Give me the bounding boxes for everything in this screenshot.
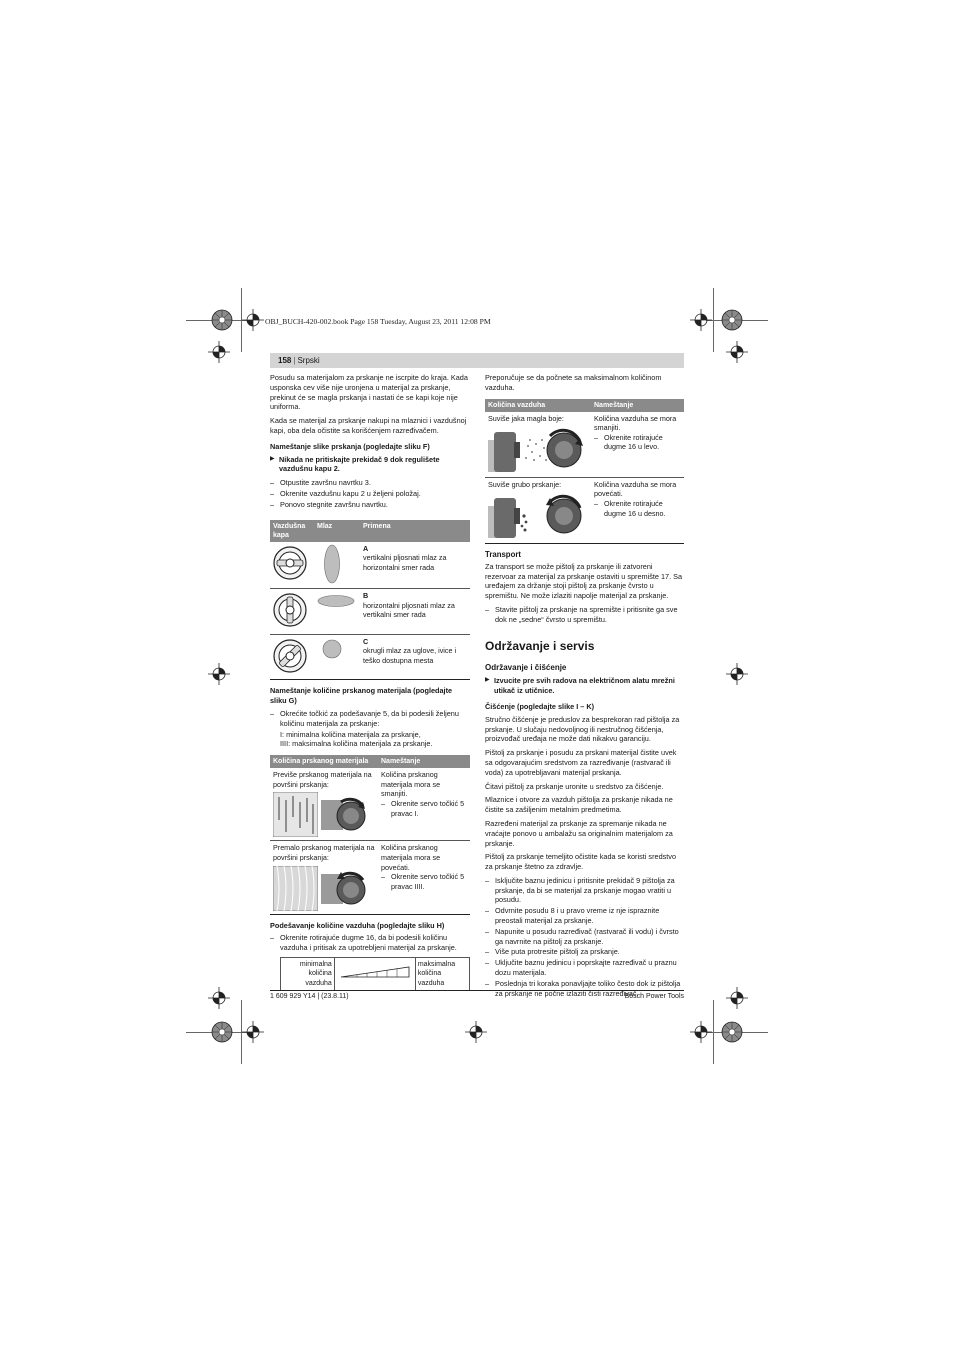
registration-mark-icon [210, 308, 234, 332]
condition-text: Premalo prskanog materijala na površini prskanja: [273, 843, 375, 862]
table-header: Vazdušna kapa [270, 520, 314, 542]
paragraph: Pištolj za prskanje temeljito očistite kada se koristi sredstvo za prskanje štetno za zdravlje. [485, 852, 677, 872]
cap-label: C [363, 636, 369, 646]
fine-mist-spray-icon [488, 426, 584, 472]
air-cap-table [270, 520, 470, 681]
crosshair-icon [690, 1021, 712, 1043]
crosshair-icon [208, 987, 230, 1009]
air-cap-b-icon [273, 591, 309, 629]
crop-line [713, 288, 714, 352]
cap-description: okrugli mlaz za uglove, ivice i teško dostupna mesta [363, 646, 457, 665]
setting-max: IIII: maksimalna količina materijala za prskanje. [280, 739, 433, 749]
cap-label: A [363, 543, 369, 553]
paragraph: Preporučuje se da počnete sa maksimalnom količinom vazduha. [485, 373, 662, 392]
action-text: – Okrenite servo točkić 5 pravac I. [381, 799, 467, 818]
crosshair-icon [465, 1021, 487, 1043]
table-header: Primena [360, 520, 470, 542]
condition-text: Suviše jaka magla boje: [488, 413, 564, 423]
section-heading: Održavanje i čišćenje [485, 662, 567, 672]
round-jet-icon [317, 637, 347, 661]
paragraph: Kada se materijal za prskanje nakupi na mlaznici i vazdušnoj kapi, oba dela očistite sa korišćenjem razređivačem. [270, 416, 467, 435]
table-row [270, 841, 470, 914]
cap-description: horizontalni pljosnati mlaz za vertikalni smer rada [363, 600, 455, 620]
footer-divider [270, 990, 684, 991]
material-quantity-table [270, 755, 470, 914]
footer-brand: Bosch Power Tools [624, 993, 684, 1000]
list-item: – Poslednja tri koraka ponavljajte toliko često dok iz pištolja za prskanje ne počne izlaziti čisti razređivač. [485, 979, 684, 999]
table-row [485, 477, 684, 543]
section-heading: Nameštanje količine prskanog materijala (pogledajte sliku G) [270, 686, 453, 706]
paragraph: Za transport se može pištolj za prskanje ili zatvoreni rezervoar za materijal za prskanje ostaviti u spremište 17. Sa uređajem za držanje stoji pištolj za prskanje čvrsto u spremištu. Ne može izlaziti napolje materijal za prskanje. [485, 561, 683, 601]
table-header: Mlaz [314, 520, 360, 542]
footer-doc-number: 1 609 929 Y14 | (23.8.11) [270, 993, 349, 1000]
warning-note: ▶ Nikada ne pritiskajte prekidač 9 dok regulišete vazdušnu kapu 2. [270, 455, 470, 475]
horizontal-flat-jet-icon [317, 591, 355, 611]
result-text: Količina vazduha se mora smanjiti. [594, 413, 677, 433]
paragraph: Pištolj za prskanje i posudu za prskani materijal čistite uvek sa odgovarajućim sredstvom za razređivanje (rastvarač ili voda) za upotrebljavani materijal prskanja. [485, 748, 677, 777]
condition-text: Suviše grubo prskanje: [488, 479, 562, 489]
table-header: Nameštanje [591, 399, 684, 412]
page-header-bar: 158 | Srpski [270, 353, 684, 368]
list-item: – Više puta protresite pištolj za prskanje. [485, 947, 684, 957]
coarse-spray-icon [488, 492, 584, 538]
table-row [270, 634, 470, 680]
drip-pattern-icon [273, 792, 318, 837]
list-item: – Okrenite vazdušnu kapu 2 u željeni položaj. [270, 489, 470, 499]
table-header: Količina vazduha [485, 399, 591, 412]
list-item: – Okrećite točkić za podešavanje 5, da bi podesili željenu količinu materijala za prskanje: [270, 709, 470, 729]
crosshair-icon [726, 987, 748, 1009]
section-heading: Nameštanje slike prskanja (pogledajte sliku F) [270, 441, 430, 451]
setting-min: I: minimalna količina materijala za prskanje, [280, 729, 421, 739]
list-item: – Stavite pištolj za prskanje na spremište i pritisnite ga sve dok ne „sedne“ čvrsto u spremištu. [485, 605, 684, 625]
spray-gun-dial-icon [321, 792, 366, 837]
air-max-label: maksimalna količina vazduha [415, 957, 469, 990]
result-text: Količina vazduha se mora povećati. [594, 479, 677, 499]
thin-coat-pattern-icon [273, 866, 318, 911]
list-item: – Isključite baznu jedinicu i pritisnite prekidač 9 pištolja za prskanje, da bi se materijal za prskanje mogao vratiti u posudu. [485, 876, 684, 905]
right-column [485, 373, 684, 999]
condition-text: Previše prskanog materijala na površini prskanja: [273, 770, 372, 789]
cap-description: vertikalni pljosnati mlaz za horizontalni smer rada [363, 553, 447, 572]
crosshair-icon [242, 309, 264, 331]
page-language: Srpski [297, 356, 320, 365]
list-item: – Otpustite završnu navrtku 3. [270, 478, 470, 488]
table-row [485, 412, 684, 478]
action-text: – Okrenite rotirajuće dugme 16 u desno. [594, 499, 681, 518]
air-scale-wedge-icon [337, 964, 413, 980]
list-item: – Napunite u posudu razređivač (rastvarač ili vodu) i čvrsto ga navrnite na pištolj za prskanje. [485, 927, 684, 947]
crop-line [713, 1000, 714, 1064]
list-item: – Uključite baznu jedinicu i poprskajte razređivač u praznu dozu materijala. [485, 958, 684, 978]
crosshair-icon [242, 1021, 264, 1043]
air-min-label: minimalna količina vazduha [281, 957, 335, 990]
action-text: – Okrenite rotirajuće dugme 16 u levo. [594, 433, 681, 452]
crosshair-icon [208, 341, 230, 363]
cap-label: B [363, 591, 369, 601]
crosshair-icon [726, 341, 748, 363]
paragraph: Čitavi pištolj za prskanje uronite u sredstvo za čišćenje. [485, 781, 664, 791]
file-header: OBJ_BUCH-420-002.book Page 158 Tuesday, August 23, 2011 12:08 PM [265, 317, 491, 326]
air-cap-a-icon [273, 544, 309, 582]
registration-mark-icon [720, 1020, 744, 1044]
section-heading: Čišćenje (pogledajte slike I – K) [485, 701, 595, 711]
chapter-title: Održavanje i servis [485, 638, 595, 653]
air-quantity-scale [280, 957, 470, 991]
air-cap-c-icon [273, 637, 309, 675]
vertical-flat-jet-icon [317, 544, 347, 584]
table-row [270, 768, 470, 841]
registration-mark-icon [720, 308, 744, 332]
paragraph: Posudu sa materijalom za prskanje ne iscrpite do kraja. Kada usponska cev više nije uronjena u materijal za prskanje, prekinut će se magla prskanja i nastati će se kapi koje nije uniforma. [270, 373, 468, 412]
table-row [270, 542, 470, 589]
table-header: Nameštanje [378, 755, 470, 768]
spray-gun-dial-icon [321, 866, 366, 911]
table-row [270, 589, 470, 635]
paragraph: Razređeni materijal za prskanje za spremanje nikada ne vraćajte ponovo u ambalažu sa originalnim materijalom za prskanje. [485, 818, 673, 848]
paragraph: Mlaznice i otvore za vazduh pištolja za prskanje nikada ne čistite sa zašiljenim metalnim predmetima. [485, 795, 673, 815]
list-item: – Odvrnite posudu 8 i u pravo vreme iz nje ispraznite preostali materijal za prskanje. [485, 906, 684, 926]
registration-mark-icon [210, 1020, 234, 1044]
warning-note: ▶ Izvucite pre svih radova na električnom alatu mrežni utikač iz utičnice. [485, 676, 684, 696]
table-header: Količina prskanog materijala [270, 755, 378, 768]
air-adjust-table [485, 399, 684, 544]
left-column [270, 373, 470, 991]
crosshair-icon [726, 663, 748, 685]
action-text: – Okrenite servo točkić 5 pravac IIII. [381, 872, 467, 891]
list-item: – Okrenite rotirajuće dugme 16, da bi podesili količinu vazduha i pritisak za upotrebljeni materijal za prskanje. [270, 933, 470, 953]
section-heading: Transport [485, 549, 521, 559]
crosshair-icon [208, 663, 230, 685]
paragraph: Stručno čišćenje je preduslov za besprekoran rad pištolja za prskanje. U slučaju nedovoljnog ili nestručnog čišćenja, proizvođač uređaja ne može dati nikakvu garanciju. [485, 714, 680, 744]
list-item: – Ponovo stegnite završnu navrtku. [270, 500, 470, 510]
result-text: Količina prskanog materijala mora se povećati. [381, 843, 441, 872]
result-text: Količina prskanog materijala mora se smanjiti. [381, 770, 441, 799]
section-heading: Podešavanje količine vazduha (pogledajte sliku H) [270, 920, 445, 930]
crosshair-icon [690, 309, 712, 331]
page-number: 158 [278, 356, 292, 365]
